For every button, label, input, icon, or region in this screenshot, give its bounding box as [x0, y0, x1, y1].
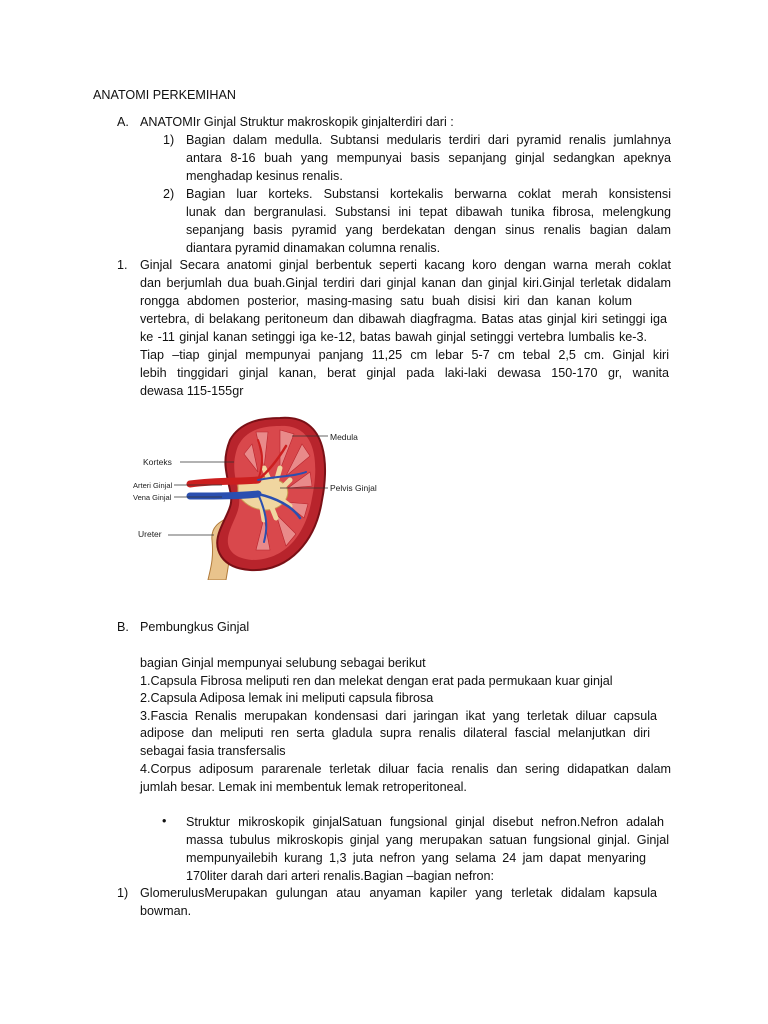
paragraph-line: dan berjumlah dua buah.Ginjal terdiri dari ginjal kanan dan ginjal kiri.Ginjal terletak didalam: [140, 276, 671, 290]
bullet-line: mempunyailebih kurang 1,3 juta nefron yang selama 24 jam dapat menyaring: [186, 851, 646, 865]
label-vena-ginjal: Vena Ginjal: [133, 493, 172, 502]
list-item-line: lunak dan bergranulasi. Substansi ini tepat dibawah tunika fibrosa, melengkung: [186, 205, 671, 219]
list-item-line: Bagian luar korteks. Substansi kortekalis berwarna coklat merah konsistensi: [186, 187, 671, 201]
section-b-p1: 1.Capsula Fibrosa meliputi ren dan melekat dengan erat pada permukaan kuar ginjal: [140, 674, 613, 688]
list-marker: 2): [163, 187, 175, 201]
section-b-p4-line: 4.Corpus adiposum pararenale terletak diluar facia renalis dan sering didapatkan dalam: [140, 762, 671, 776]
section-b-p4-line: jumlah besar. Lemak ini membentuk lemak retroperitoneal.: [140, 780, 467, 794]
paragraph-line: dewasa 115-155gr: [140, 384, 244, 398]
paragraph-line: ke -11 ginjal kanan setinggi iga ke-12, batas bawah ginjal setinggi vertebra lumbalis ke-3.: [140, 330, 647, 344]
label-medula: Medula: [330, 432, 358, 442]
section-b-heading: Pembungkus Ginjal: [140, 620, 250, 634]
bullet-line: 170liter darah dari arteri renalis.Bagian –bagian nefron:: [186, 869, 495, 883]
section-b-p3-line: 3.Fascia Renalis merupakan kondensasi dari jaringan ikat yang terletak diluar capsula: [140, 709, 657, 723]
section-b-p3-line: adipose dan meliputi ren serta gladula supra renalis dilateral fascial melanjutkan diri: [140, 726, 650, 740]
paragraph-line: bowman.: [140, 904, 192, 918]
label-pelvis-ginjal: Pelvis Ginjal: [330, 483, 377, 493]
list-marker: 1): [163, 133, 175, 147]
section-a-heading: ANATOMIr Ginjal Struktur makroskopik ginjalterdiri dari :: [140, 115, 454, 129]
label-ureter: Ureter: [138, 529, 162, 539]
list-item-line: sepanjang basis pyramid yang berdekatan dengan sinus renalis bagian dalam: [186, 223, 671, 237]
page-title: ANATOMI PERKEMIHAN: [93, 88, 236, 102]
label-arteri-ginjal: Arteri Ginjal: [133, 481, 173, 490]
bullet-line: Struktur mikroskopik ginjalSatuan fungsional ginjal disebut nefron.Nefron adalah: [186, 815, 664, 829]
list-marker: 1.: [117, 258, 128, 272]
list-marker: 1): [117, 886, 129, 900]
paragraph-line: Ginjal Secara anatomi ginjal berbentuk seperti kacang koro dengan warna merah coklat: [140, 258, 671, 272]
section-b-p3-line: sebagai fasia transfersalis: [140, 744, 286, 758]
list-item-line: Bagian dalam medulla. Subtansi medularis terdiri dari pyramid renalis jumlahnya: [186, 133, 671, 147]
section-b-intro: bagian Ginjal mempunyai selubung sebagai berikut: [140, 656, 426, 670]
paragraph-line: lebih tinggidari ginjal kanan, berat ginjal pada laki-laki dewasa 150-170 gr, wanita: [140, 366, 669, 380]
section-b-marker: B.: [117, 620, 129, 634]
list-item-line: antara 8-16 buah yang mempunyai basis sepanjang ginjal sedangkan apeknya: [186, 151, 671, 165]
list-item-line: menghadap kesinus renalis.: [186, 169, 343, 183]
label-korteks: Korteks: [143, 457, 172, 467]
bullet-line: massa tubulus mikroskopis ginjal yang merupakan satuan fungsional ginjal. Ginjal: [186, 833, 669, 847]
paragraph-line: GlomerulusMerupakan gulungan atau anyaman kapiler yang terletak didalam kapsula: [140, 886, 657, 900]
section-b-p2: 2.Capsula Adiposa lemak ini meliputi capsula fibrosa: [140, 691, 434, 705]
paragraph-line: rongga abdomen posterior, masing-masing satu buah disisi kiri dan kanan kolum: [140, 294, 632, 308]
paragraph-line: vertebra, di belakang peritoneum dan dibawah diagfragma. Batas atas ginjal kiri setinggi iga: [140, 312, 667, 326]
list-item-line: diantara pyramid dinamakan columna renalis.: [186, 241, 441, 255]
bullet-marker: •: [162, 814, 167, 828]
paragraph-line: Tiap –tiap ginjal mempunyai panjang 11,25 cm lebar 5-7 cm tebal 2,5 cm. Ginjal kiri: [140, 348, 669, 362]
section-a-marker: A.: [117, 115, 129, 129]
